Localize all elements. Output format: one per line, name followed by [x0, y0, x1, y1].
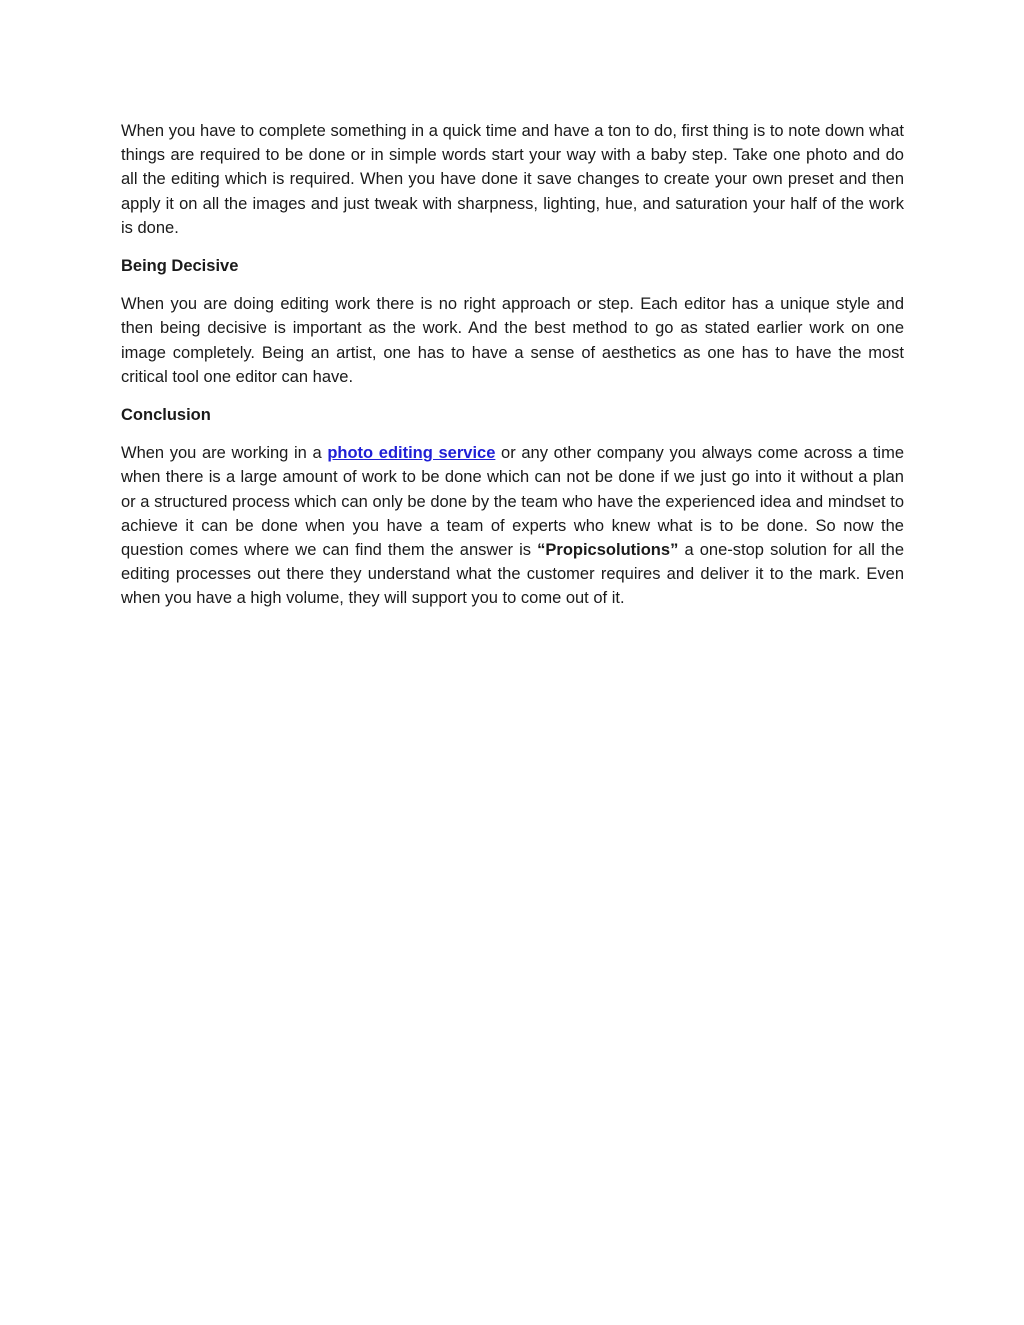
conclusion-text-part-3: a one-stop solution for all the editing processes out there they understand what the customer requires and deliver it to the mark. Even when you have a high volume, they will support you to come out of it.	[121, 541, 904, 608]
paragraph-conclusion	[121, 441, 904, 610]
document-page	[121, 119, 904, 625]
photo-editing-service-link[interactable]: photo editing service	[327, 444, 496, 463]
heading-conclusion: Conclusion	[121, 406, 211, 425]
conclusion-text-part-2: or any other company you always come across a time when there is a large amount of work to be done which can not be done if we just go into it without a plan or a structured process which can only be done by the team who have the experienced idea and mindset to achieve it can be done when you have a team of experts who knew what is to be done. So now the question comes where we can find them the answer is	[121, 444, 905, 560]
brand-name: “Propicsolutions”	[537, 541, 679, 560]
paragraph-being-decisive: When you are doing editing work there is no right approach or step. Each editor has a unique style and then being decisive is important as the work. And the best method to go as stated earlier work on one image completely. Being an artist, one has to have a sense of aesthetics as one has to have the most critical tool one editor can have.	[121, 295, 904, 386]
conclusion-text-part-1: When you are working in a	[121, 444, 328, 463]
heading-being-decisive: Being Decisive	[121, 257, 239, 276]
paragraph-intro: When you have to complete something in a quick time and have a ton to do, first thing is to note down what things are required to be done or in simple words start your way with a baby step. Take one photo and do all the editing which is required. When you have done it save changes to create your own preset and then apply it on all the images and just tweak with sharpness, lighting, hue, and saturation your half of the work is done.	[121, 122, 904, 237]
